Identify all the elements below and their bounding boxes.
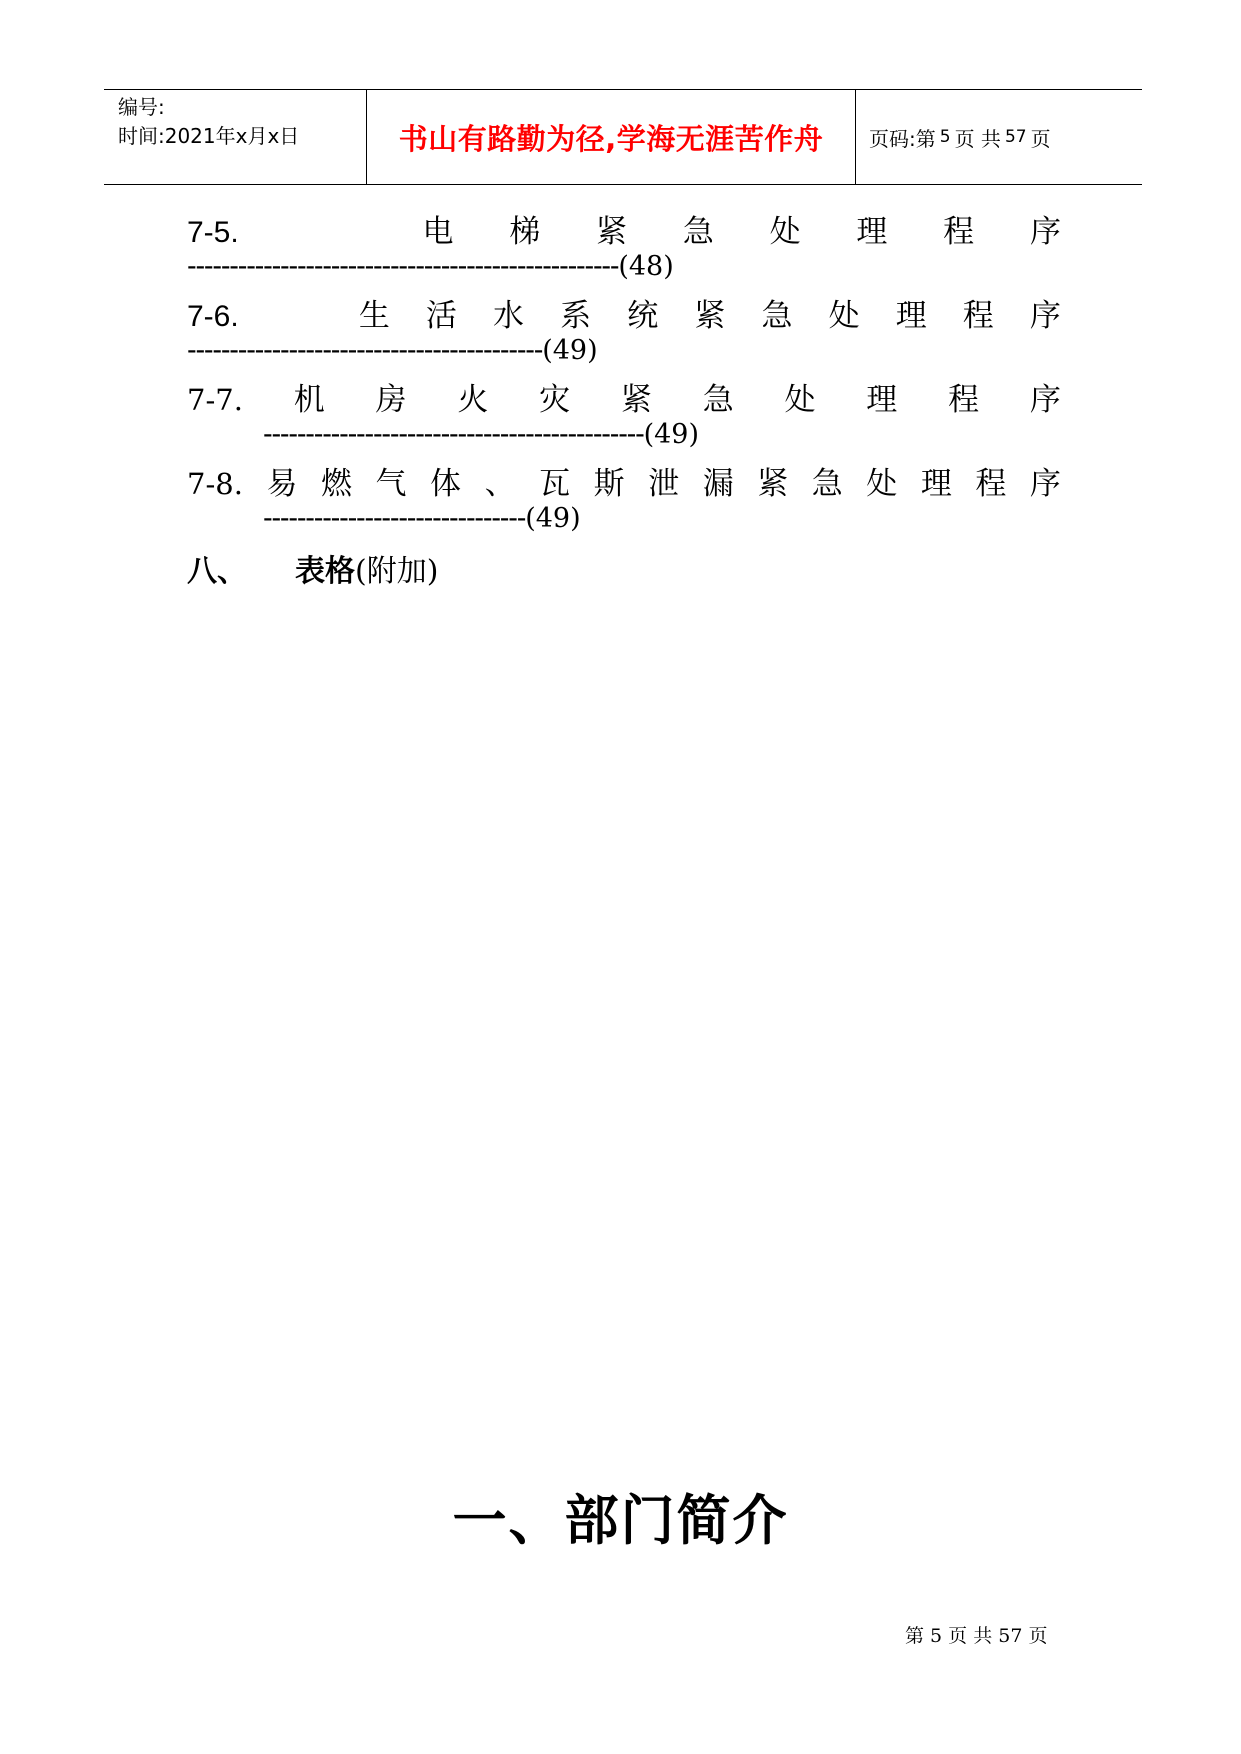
header-meta — [118, 93, 363, 151]
header-divider — [855, 90, 856, 184]
toc-entry-7-6[interactable] — [187, 290, 1061, 369]
toc-entry-title: 7-7. 机 房 火 灾 紧 急 处 理 程 序 — [187, 382, 1061, 418]
section-title: 表格 — [295, 554, 355, 589]
toc-leader: ---------------------------------------------(49) — [263, 418, 700, 450]
toc-entry-number: 7-5. — [187, 216, 239, 249]
toc-leader: ------------------------------------------(49) — [187, 334, 598, 366]
toc-entry-title: 7-6. 生 活 水 系 统 紧 急 处 理 程 序 — [187, 298, 1061, 334]
document-number-label: 编号: — [118, 95, 165, 119]
toc-entry-7-5[interactable] — [187, 206, 1061, 285]
header-motto: 书山有路勤为径,学海无涯苦作舟 — [398, 121, 824, 156]
toc-entry-number: 7-8. — [187, 467, 243, 501]
section-note: (附加) — [355, 554, 439, 589]
page-footer: 第 5 页 共 57 页 — [905, 1625, 1048, 1647]
toc-page-ref: (49) — [525, 503, 581, 534]
toc-entry-7-8[interactable] — [187, 458, 1061, 537]
toc-entry-title: 7-8. 易 燃 气 体 、 瓦 斯 泄 漏 紧 急 处 理 程 序 — [187, 466, 1061, 502]
toc-entry-number: 7-7. — [187, 383, 243, 417]
toc-leader: ---------------------------------------------------(48) — [187, 250, 674, 282]
page-header — [104, 89, 1142, 185]
toc-leader: -------------------------------(49) — [263, 502, 581, 534]
header-divider — [366, 90, 367, 184]
toc-page-ref: (49) — [542, 335, 598, 366]
toc-entry-section-8[interactable] — [187, 546, 438, 590]
document-time: 时间:2021年x月x日 — [118, 124, 300, 148]
toc-entry-number: 7-6. — [187, 300, 239, 333]
toc-page-ref: (49) — [643, 419, 700, 450]
chapter-title: 一、部门简介 — [452, 1489, 789, 1552]
toc-page-ref: (48) — [618, 251, 674, 282]
toc-entry-title: 7-5. 电 梯 紧 急 处 理 程 序 — [187, 214, 1061, 250]
section-number: 八、 — [187, 554, 247, 589]
header-page-number: 页码:第 5 页 共 57 页 — [869, 126, 1051, 151]
toc-entry-7-7[interactable] — [187, 374, 1061, 453]
